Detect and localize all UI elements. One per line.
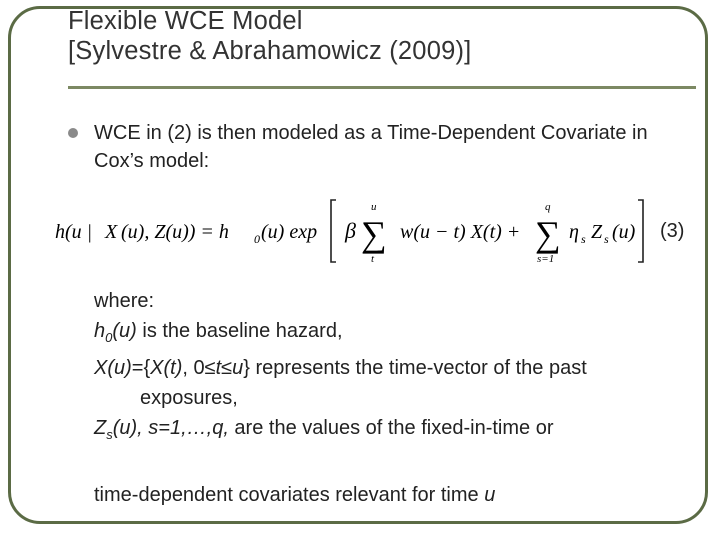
title-line-1: Flexible WCE Model [68,7,303,35]
formula-sum2-lower: s=1 [537,253,555,265]
formula-sum1-upper: u [371,201,377,213]
formula-sum1-lower: t [371,253,375,265]
formula-term1: w(u − t) X(t) + [400,221,521,243]
formula-sum2-sign: ∑ [535,214,561,254]
formula-eta-sub: s [581,232,586,246]
equation-number: (3) [660,220,685,242]
formula-lhs-rest: (u), Z(u)) = h [121,221,229,243]
cox-model-formula [55,196,655,268]
formula-sum1-sign: ∑ [361,214,387,254]
formula-exp: (u) exp [261,221,318,243]
definitions-block [94,286,704,510]
time-vector-line: X(u)={X(t), 0≤t≤u} represents the time-vector of the past [94,357,587,379]
bullet-text: WCE in (2) is then modeled as a Time-Dependent Covariate in Cox’s model: [94,122,648,172]
formula-eta: η [569,221,579,243]
title-underline [68,86,696,89]
formula-z-sub: s [604,232,609,246]
formula-z: Z [591,221,603,243]
bullet-dot [68,128,78,138]
formula-left-bracket [331,200,336,262]
formula-lhs-x: X [105,221,118,243]
formula-beta: β [345,218,356,243]
formula-h0-sub: 0 [254,232,260,246]
baseline-hazard-line: $h_0(u)$ is the baseline hazard, [94,320,343,345]
covariates-line: $Z_s(u)$, s=1,…,q, are the values of the fixed-in-time or [94,417,554,442]
formula-lhs-h: h(u | [55,221,93,243]
time-vector-line-2: exposures, [140,387,238,409]
formula-term2-end: (u) [612,221,636,243]
formula-right-bracket [638,200,643,262]
title-line-2: [Sylvestre & Abrahamowicz (2009)] [68,37,472,65]
covariates-line-2: time-dependent covariates relevant for time u [94,484,496,506]
where-line: where: [94,290,155,312]
slide-title [68,6,628,66]
formula-sum2-upper: q [545,201,551,213]
